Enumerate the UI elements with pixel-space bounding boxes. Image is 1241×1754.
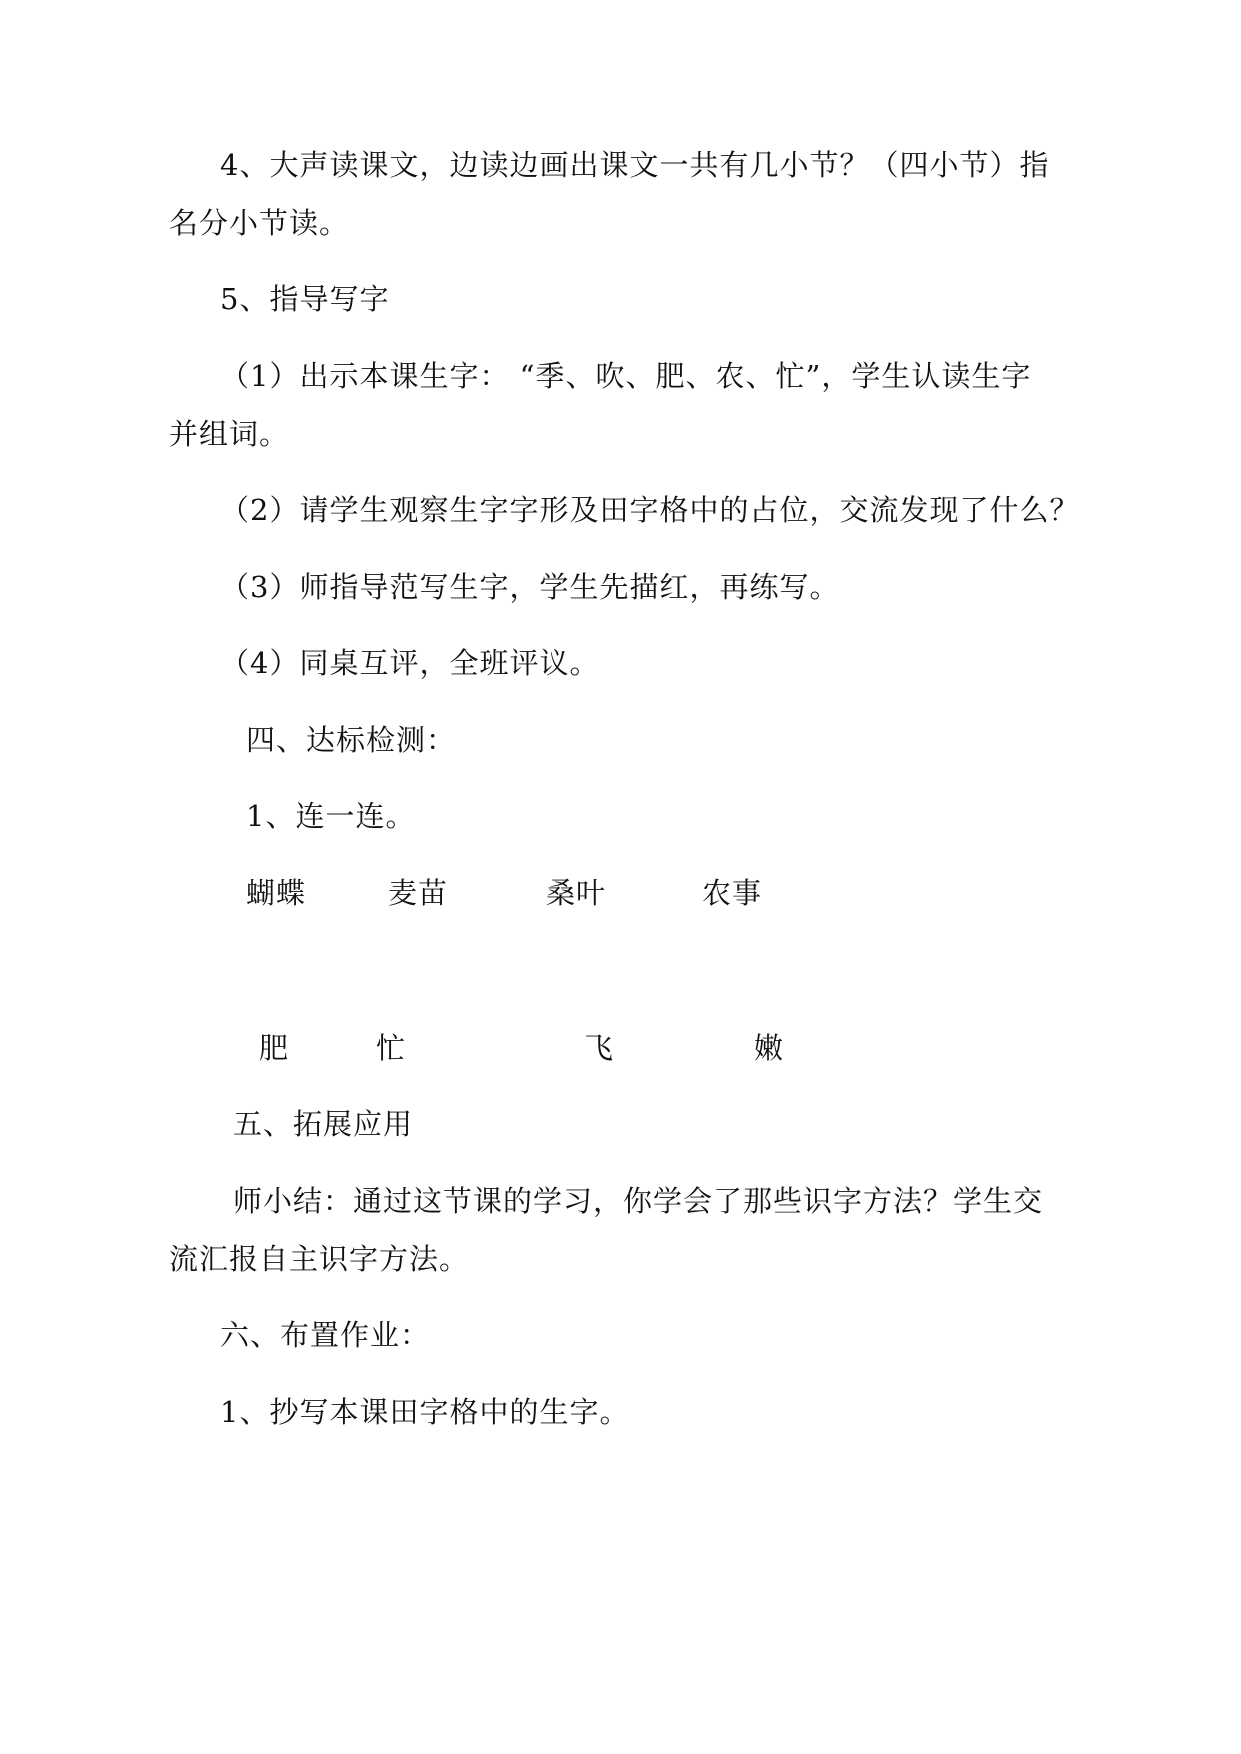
section5-summary-line2: 流汇报自主识字方法。 <box>169 1242 470 1276</box>
match-word-top-2: 麦苗 <box>388 876 449 910</box>
match-word-bottom-4: 嫩 <box>754 1031 785 1065</box>
item5-sub1-line2: 并组词。 <box>169 417 290 451</box>
item5-heading: 5、指导写字 <box>220 282 390 316</box>
match-word-top-3: 桑叶 <box>546 876 607 910</box>
item4-line1: 4、大声读课文，边读边画出课文一共有几小节？（四小节）指 <box>220 148 1050 182</box>
section6-heading: 六、布置作业： <box>220 1318 431 1352</box>
section5-heading: 五、拓展应用 <box>233 1107 414 1141</box>
match-word-top-1: 蝴蝶 <box>246 876 307 910</box>
section4-q1: 1、连一连。 <box>246 799 416 833</box>
item4-line2: 名分小节读。 <box>169 206 350 240</box>
item5-sub2: （2）请学生观察生字字形及田字格中的占位，交流发现了什么？ <box>220 493 1080 527</box>
item5-sub3: （3）师指导范写生字，学生先描红，再练写。 <box>220 570 840 604</box>
match-word-bottom-1: 肥 <box>259 1031 290 1065</box>
section4-heading: 四、达标检测： <box>246 723 457 757</box>
section5-summary-line1: 师小结：通过这节课的学习，你学会了那些识字方法？学生交 <box>233 1184 1044 1218</box>
section6-task1: 1、抄写本课田字格中的生字。 <box>220 1395 630 1429</box>
match-word-bottom-3: 飞 <box>584 1031 615 1065</box>
item5-sub1-line1: （1）出示本课生字： “季、吹、肥、农、忙”，学生认读生字 <box>220 359 1032 393</box>
match-word-bottom-2: 忙 <box>376 1031 407 1065</box>
item5-sub4: （4）同桌互评，全班评议。 <box>220 646 600 680</box>
match-word-top-4: 农事 <box>702 876 763 910</box>
